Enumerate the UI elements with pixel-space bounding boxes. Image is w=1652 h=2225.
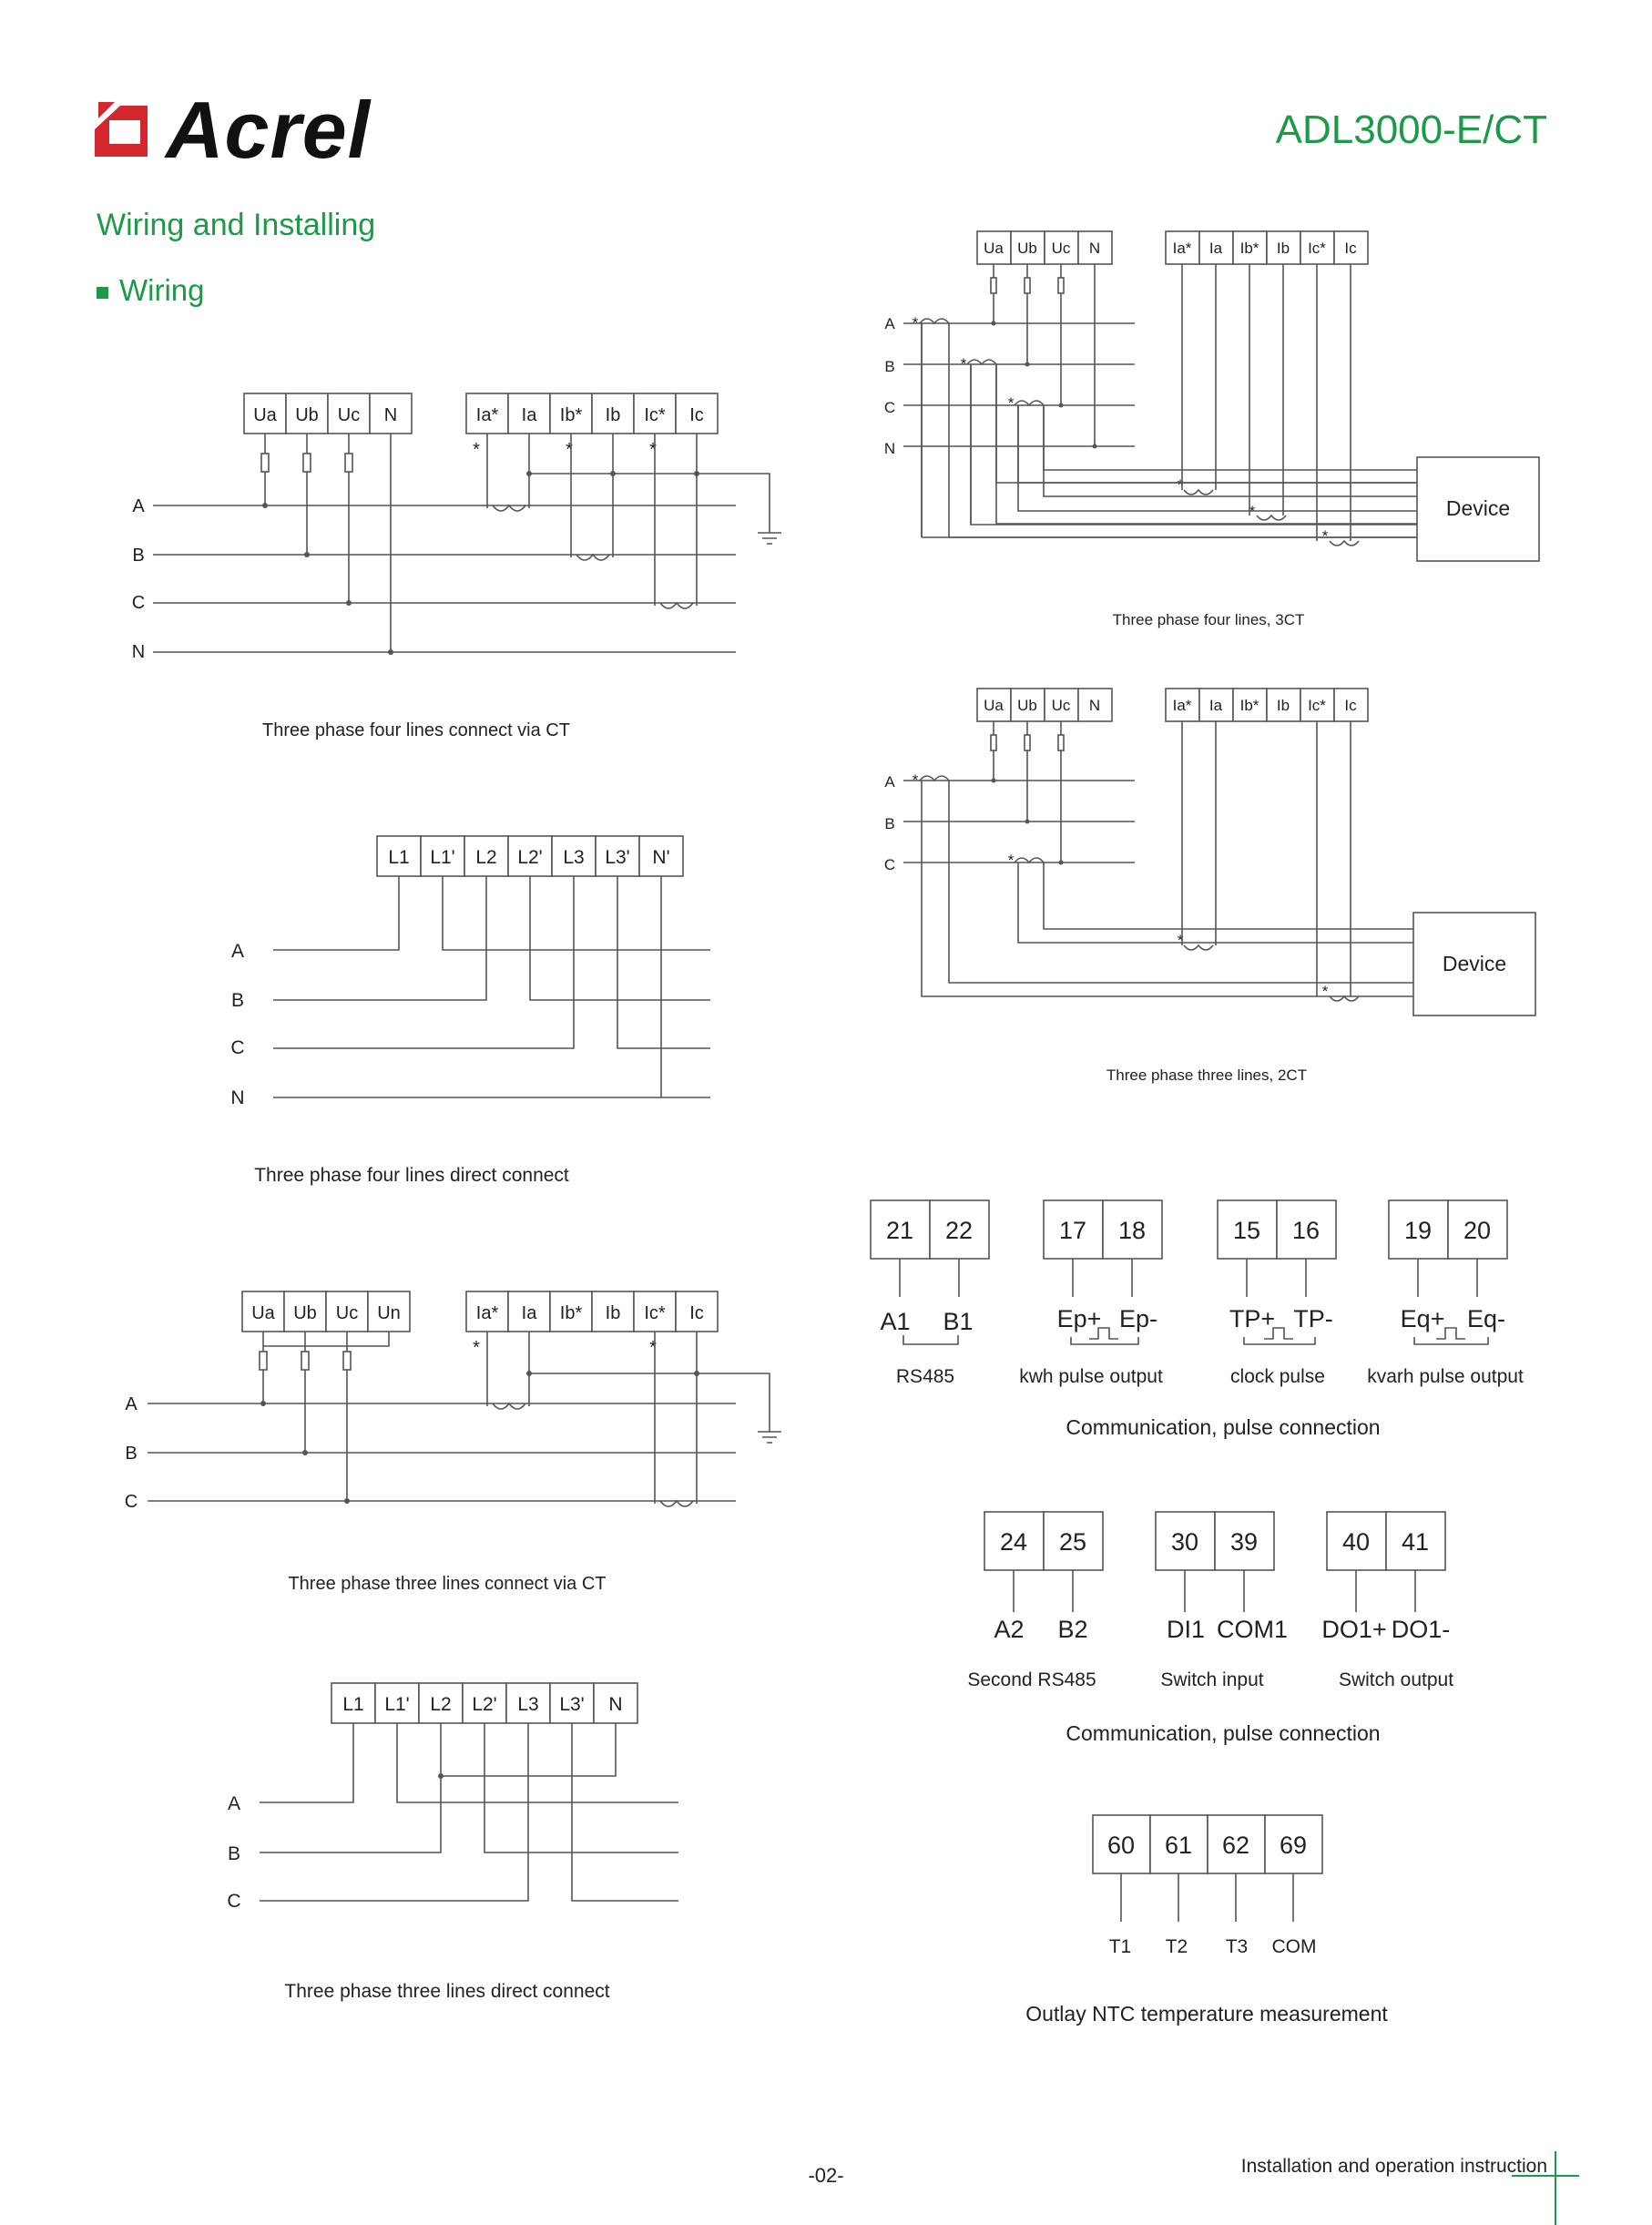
- diagram-3wire-ct: [125, 1291, 781, 1594]
- svg-text:*: *: [649, 440, 657, 460]
- d2-term: N': [652, 847, 670, 868]
- d3-caption: Three phase three lines connect via CT: [288, 1574, 607, 1594]
- comm2-signal: A2: [994, 1616, 1025, 1643]
- d3-vterm: Uc: [335, 1303, 359, 1323]
- comm2-signal: B2: [1057, 1616, 1088, 1643]
- comm1-signal: A1: [880, 1308, 911, 1335]
- d4-term: L1: [342, 1694, 364, 1715]
- comm2-label: Switch input: [1160, 1669, 1264, 1690]
- svg-text:*: *: [1177, 932, 1184, 949]
- d3-iterm: Ib*: [559, 1303, 583, 1323]
- section-title: Wiring and Installing: [97, 208, 376, 242]
- d5-vterm: Uc: [1051, 240, 1071, 257]
- d1-phase: C: [131, 593, 146, 613]
- comm1-caption: Communication, pulse connection: [1066, 1415, 1381, 1439]
- d6-device-label: Device: [1442, 952, 1507, 975]
- d2-phase: B: [230, 990, 245, 1011]
- comm1-terminal: 16: [1291, 1217, 1321, 1244]
- d6-iterm: Ic: [1344, 697, 1357, 714]
- footer-doc-title: Installation and operation instruction: [1240, 2156, 1547, 2177]
- diagram-4wire-3ct: [884, 231, 1539, 628]
- d4-term: N: [608, 1694, 623, 1715]
- d4-caption: Three phase three lines direct connect: [284, 1981, 610, 2002]
- d2-phase: C: [230, 1037, 245, 1058]
- d5-vterm: Ub: [1017, 240, 1037, 257]
- d2-term: L1: [388, 847, 410, 868]
- svg-text:*: *: [1177, 476, 1184, 494]
- d2-phase: N: [230, 1087, 245, 1108]
- d3-iterm: Ia: [521, 1303, 537, 1323]
- comm1-terminal: 21: [885, 1217, 914, 1244]
- d1-phase: N: [131, 642, 146, 662]
- d1-iterm: Ib: [605, 405, 621, 425]
- d1-phase: A: [132, 496, 145, 516]
- d5-vterm: Ua: [984, 240, 1004, 257]
- comm1-label: clock pulse: [1230, 1366, 1325, 1387]
- ntc-signal: T3: [1225, 1936, 1249, 1957]
- ntc-signal: T2: [1165, 1936, 1188, 1957]
- d1-vterm: Uc: [337, 405, 361, 425]
- d4-term: L3: [517, 1694, 539, 1715]
- d2-term: L1': [430, 847, 455, 868]
- d3-vterm: Ua: [251, 1303, 275, 1323]
- d6-iterm: Ib: [1276, 697, 1290, 714]
- comm1-signal: Ep+: [1056, 1305, 1102, 1332]
- comm2-terminal: 41: [1401, 1528, 1430, 1556]
- model-number: ADL3000-E/CT: [1275, 107, 1547, 152]
- d6-caption: Three phase three lines, 2CT: [1106, 1067, 1308, 1084]
- d2-phase: A: [230, 941, 245, 962]
- comm1-signal: TP+: [1229, 1305, 1276, 1332]
- page-number: -02-: [808, 2164, 844, 2187]
- ntc-terminal: 69: [1279, 1832, 1308, 1859]
- diagram-3wire-2ct: [884, 689, 1535, 1084]
- comm-pulse-row2: [967, 1512, 1453, 1745]
- comm2-caption: Communication, pulse connection: [1066, 1721, 1381, 1745]
- d5-vterm: N: [1088, 240, 1101, 257]
- d5-iterm: Ic*: [1308, 240, 1326, 257]
- d5-phase: N: [883, 440, 896, 457]
- d4-phase: B: [227, 1843, 241, 1864]
- comm2-signal: DO1-: [1391, 1616, 1451, 1643]
- d3-phase: C: [124, 1492, 138, 1512]
- ntc-terminal: 61: [1164, 1832, 1193, 1859]
- d1-caption: Three phase four lines connect via CT: [262, 720, 570, 740]
- d1-iterm: Ic*: [644, 405, 666, 425]
- d6-iterm: Ia*: [1172, 697, 1192, 714]
- d6-phase: A: [884, 773, 895, 791]
- d6-vterm: N: [1088, 697, 1101, 714]
- ntc-temperature: [1025, 1815, 1388, 2026]
- d2-term: L2': [517, 847, 543, 868]
- ntc-terminal: 62: [1221, 1832, 1250, 1859]
- comm1-signal: B1: [943, 1308, 974, 1335]
- svg-text:*: *: [649, 1338, 657, 1358]
- d5-iterm: Ib: [1276, 240, 1290, 257]
- d5-phase: B: [884, 358, 895, 375]
- d5-iterm: Ia: [1208, 240, 1223, 257]
- comm1-label: kvarh pulse output: [1367, 1366, 1524, 1387]
- d3-iterm: Ia*: [475, 1303, 499, 1323]
- d2-term: L3': [605, 847, 630, 868]
- d4-term: L3': [559, 1694, 585, 1715]
- d1-iterm: Ia*: [475, 405, 499, 425]
- d6-iterm: Ia: [1208, 697, 1223, 714]
- d3-vterm: Ub: [293, 1303, 317, 1323]
- d6-iterm: Ic*: [1308, 697, 1326, 714]
- comm2-terminal: 39: [1229, 1528, 1259, 1556]
- d3-phase: B: [125, 1444, 138, 1464]
- ntc-signal: COM: [1271, 1936, 1317, 1957]
- d1-iterm: Ic: [689, 405, 704, 425]
- diagram-4wire-direct: [230, 836, 710, 1186]
- ntc-signal: T1: [1108, 1936, 1132, 1957]
- comm1-terminal: 19: [1403, 1217, 1433, 1244]
- d3-phase: A: [125, 1394, 138, 1414]
- d5-iterm: Ia*: [1172, 240, 1192, 257]
- comm2-terminal: 25: [1058, 1528, 1087, 1556]
- comm1-signal: Ep-: [1118, 1305, 1158, 1332]
- comm1-signal: TP-: [1293, 1305, 1333, 1332]
- d5-phase: C: [883, 399, 896, 416]
- d2-term: L3: [563, 847, 585, 868]
- d6-vterm: Ub: [1017, 697, 1037, 714]
- d6-phase: C: [883, 856, 896, 873]
- comm2-terminal: 30: [1170, 1528, 1199, 1556]
- comm2-terminal: 40: [1341, 1528, 1371, 1556]
- comm2-signal: DI1: [1166, 1616, 1206, 1643]
- ntc-caption: Outlay NTC temperature measurement: [1025, 2002, 1388, 2026]
- d3-vterm: Un: [377, 1303, 401, 1323]
- svg-text:*: *: [473, 1338, 480, 1358]
- d6-vterm: Uc: [1051, 697, 1071, 714]
- svg-text:*: *: [912, 314, 919, 332]
- comm1-terminal: 18: [1117, 1217, 1147, 1244]
- comm1-signal: Eq+: [1400, 1305, 1445, 1332]
- d2-term: L2: [475, 847, 497, 868]
- d4-term: L1': [384, 1694, 410, 1715]
- svg-text:*: *: [1321, 983, 1329, 1000]
- d5-iterm: Ic: [1344, 240, 1357, 257]
- svg-text:*: *: [473, 440, 480, 460]
- d2-caption: Three phase four lines direct connect: [254, 1165, 569, 1186]
- d5-phase: A: [884, 315, 895, 332]
- comm1-terminal: 22: [944, 1217, 974, 1244]
- comm1-signal: Eq-: [1466, 1305, 1506, 1332]
- d1-vterm: Ub: [295, 405, 319, 425]
- comm1-terminal: 15: [1232, 1217, 1261, 1244]
- d3-iterm: Ib: [605, 1303, 621, 1323]
- d1-iterm: Ia: [521, 405, 537, 425]
- d1-iterm: Ib*: [559, 405, 583, 425]
- svg-text:*: *: [1249, 503, 1256, 520]
- comm2-signal: COM1: [1216, 1616, 1289, 1643]
- d5-caption: Three phase four lines, 3CT: [1112, 611, 1305, 628]
- comm2-label: Switch output: [1338, 1669, 1454, 1690]
- d1-phase: B: [132, 546, 145, 566]
- d4-term: L2': [472, 1694, 497, 1715]
- subsection-label: Wiring: [119, 273, 205, 307]
- d1-vterm: Ua: [253, 405, 277, 425]
- comm1-terminal: 20: [1463, 1217, 1492, 1244]
- svg-text:*: *: [1007, 852, 1015, 869]
- comm2-label: Second RS485: [967, 1669, 1096, 1690]
- comm-pulse-row1: [871, 1200, 1524, 1439]
- d6-vterm: Ua: [984, 697, 1004, 714]
- d4-phase: A: [227, 1793, 241, 1814]
- d3-iterm: Ic: [689, 1303, 704, 1323]
- d5-iterm: Ib*: [1239, 240, 1259, 257]
- d1-vterm: N: [383, 405, 398, 425]
- comm1-label: kwh pulse output: [1019, 1366, 1163, 1387]
- svg-text:*: *: [912, 771, 919, 789]
- brand-name: Acrel: [166, 85, 372, 175]
- svg-text:*: *: [960, 355, 967, 373]
- d6-phase: B: [884, 815, 895, 832]
- d6-iterm: Ib*: [1239, 697, 1259, 714]
- comm1-label: RS485: [895, 1366, 955, 1387]
- comm1-terminal: 17: [1058, 1217, 1087, 1244]
- d5-device-label: Device: [1445, 496, 1511, 520]
- comm2-signal: DO1+: [1321, 1616, 1387, 1643]
- diagram-4wire-ct: [132, 393, 781, 740]
- comm2-terminal: 24: [999, 1528, 1028, 1556]
- svg-text:*: *: [566, 440, 573, 460]
- diagram-3wire-direct: [227, 1683, 678, 2002]
- svg-text:*: *: [1321, 527, 1329, 545]
- svg-text:*: *: [1007, 394, 1015, 412]
- d4-phase: C: [227, 1891, 241, 1912]
- ntc-terminal: 60: [1106, 1832, 1136, 1859]
- d3-iterm: Ic*: [644, 1303, 666, 1323]
- d4-term: L2: [430, 1694, 452, 1715]
